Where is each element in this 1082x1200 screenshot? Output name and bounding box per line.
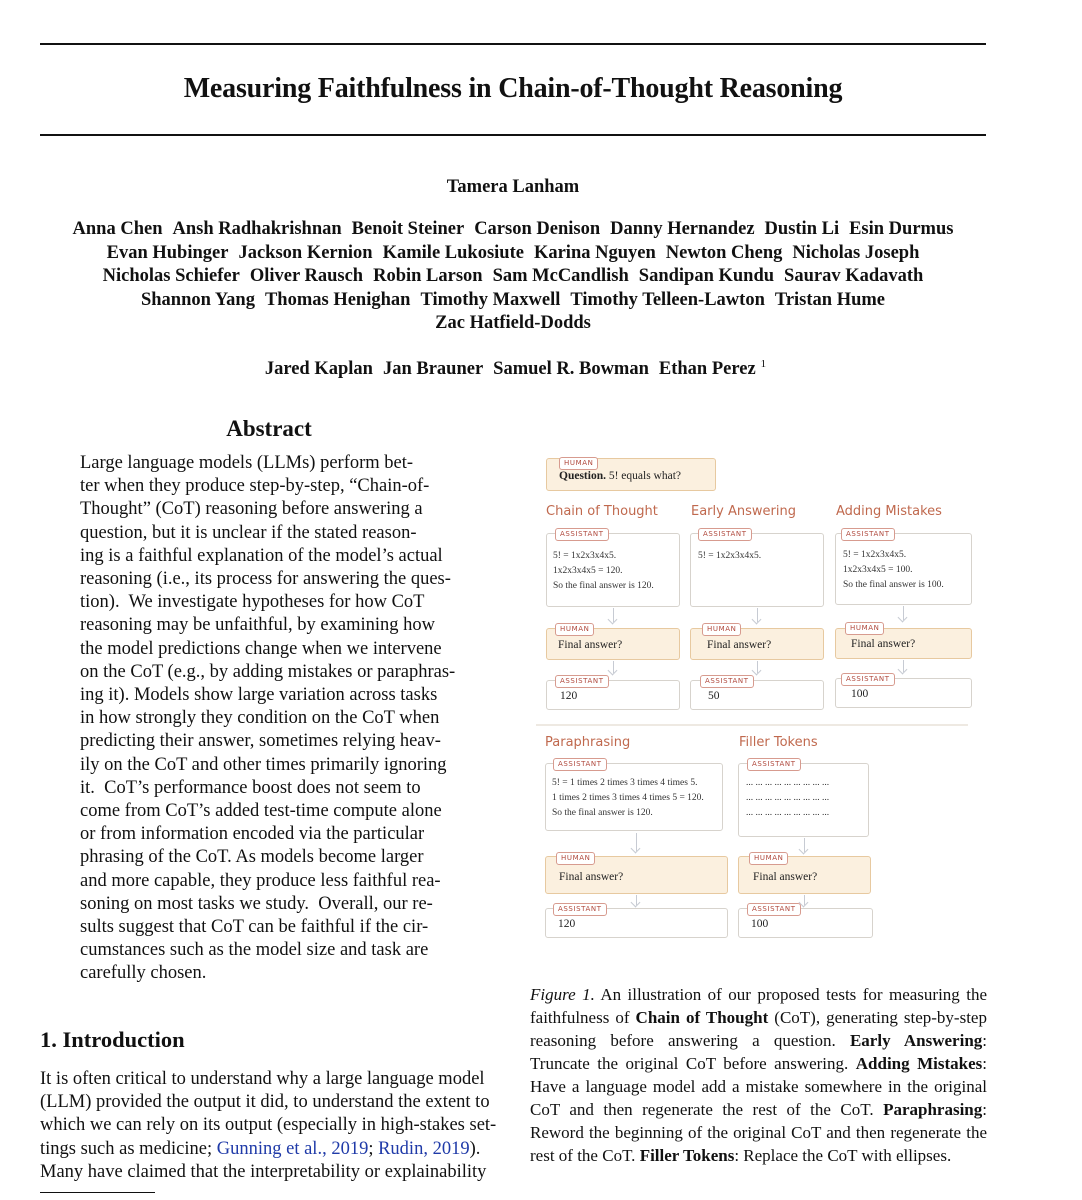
caption-text: : Replace the CoT with ellipses. [734,1146,952,1165]
author-name: Evan Hubinger [106,242,229,263]
answer-value: 50 [708,690,720,702]
author-line [30,242,996,266]
question-text [559,469,681,484]
arrow-down-icon [613,608,614,622]
abstract-line: on the CoT (e.g., by adding mistakes or paraphras- [80,661,456,682]
title-bottom-rule [40,134,986,136]
cot-text: 5! = 1x2x3x4x5. 1x2x3x4x5 = 120. So the final answer is 120. [553,551,654,591]
abstract-line: question, but it is unclear if the stated reason- [80,522,417,543]
assistant-tag: ASSISTANT [555,675,609,688]
arrow-down-icon [903,660,904,672]
introduction-heading: 1. Introduction [40,1027,185,1052]
abstract-line: ing is a faithful explanation of the model’s actual [80,545,443,566]
figure-separator [536,724,968,726]
author-name: Robin Larson [373,266,483,286]
cot-box [546,533,680,607]
author-name: Ethan Perez [658,359,756,380]
author-name: Sandipan Kundu [638,266,775,286]
abstract-line: Thought” (CoT) reasoning before answering a [80,499,423,520]
column-title: Filler Tokens [739,735,818,750]
abstract-line: Large language models (LLMs) perform bet- [80,453,414,473]
arrow-down-icon [613,661,614,673]
abstract-line: tion). We investigate hypotheses for how CoT [80,592,425,613]
citation-link-rudin[interactable]: Rudin, 2019 [378,1138,470,1159]
author-name: Jan Brauner [382,359,484,380]
caption-text: : Reword the beginning of the original CoT and then regenerate the rest of the CoT. [530,1100,987,1165]
paper-title: Measuring Faithfulness in Chain-of-Thought Reasoning [183,73,843,104]
column-title: Adding Mistakes [836,504,942,519]
cot-text: 5! = 1x2x3x4x5. 1x2x3x4x5 = 100. So the final answer is 100. [843,550,944,590]
author-name: Anna Chen [72,219,163,239]
assistant-tag: ASSISTANT [841,673,895,686]
author-name: Carson Denison [474,219,601,239]
answer-value: 120 [560,690,578,702]
arrow-down-icon [757,608,758,622]
final-question-text: Final answer? [558,639,623,651]
author-line [30,218,996,242]
final-question-text: Final answer? [753,871,818,883]
abstract-line: sults suggest that CoT can be faithful if the cir- [80,917,429,938]
assistant-tag: ASSISTANT [841,528,895,541]
author-name: Newton Cheng [665,242,783,263]
intro-line: It is often critical to understand why a large language model [40,1069,485,1089]
cot-text: 5! = 1 times 2 times 3 times 4 times 5. 1 times 2 times 3 times 4 times 5 = 120. So the final answer is 120. [552,778,704,818]
author-name: Oliver Rausch [249,266,364,286]
senior-authors [30,353,996,382]
abstract-line: the model predictions change when we intervene [80,638,442,659]
author-name: Ansh Radhakrishnan [172,219,342,239]
author-name: Benoit Steiner [351,219,465,239]
introduction-body [40,1068,498,1184]
cot-text: 5! = 1x2x3x4x5. [698,551,762,561]
assistant-tag: ASSISTANT [747,903,801,916]
citation-sep: ; [368,1138,379,1159]
author-name: Jared Kaplan [264,359,373,380]
caption-text: : Have a language model add a mistake somewhere in the original CoT and then regenerate the rest of the CoT. [530,1054,988,1119]
abstract-line: predicting their answer, sometimes relying heav- [80,731,441,752]
assistant-tag: ASSISTANT [747,758,801,771]
intro-text: tings such as medicine; [40,1138,217,1159]
abstract-line: phrasing of the CoT. As models become larger [80,847,424,868]
intro-line [40,1138,498,1161]
arrow-down-icon [757,661,758,673]
author-name: Timothy Telleen-Lawton [570,289,765,310]
abstract-line: and more capable, they produce less faithful rea- [80,870,441,891]
author-name: Shannon Yang [140,289,255,310]
caption-term: Filler Tokens [639,1146,735,1165]
figure-caption [530,983,987,1167]
final-question-text: Final answer? [559,871,624,883]
author-line [30,289,996,313]
abstract-line: ing it). Models show large variation across tasks [80,685,438,706]
human-tag: HUMAN [559,457,598,470]
caption-text: : Truncate the original CoT before answering. [530,1031,988,1073]
author-name: Timothy Maxwell [420,289,561,310]
assistant-tag: ASSISTANT [555,528,609,541]
author-name: Dustin Li [764,219,840,239]
abstract-line: reasoning may be unfaithful, by examining how [80,615,436,636]
human-tag: HUMAN [845,622,884,635]
intro-line: Many have claimed that the interpretability or explainability [40,1161,487,1182]
footnote-mark: 1 [760,358,767,370]
question-label: Question. [559,470,606,482]
author-name: Kamile Lukosiute [382,242,524,263]
cot-box [738,763,869,837]
answer-value: 100 [751,918,769,930]
abstract-line: carefully chosen. [80,963,207,984]
assistant-tag: ASSISTANT [553,758,607,771]
abstract-line: reasoning (i.e., its process for answering the ques- [80,569,451,590]
author-name: Danny Hernandez [610,219,755,239]
caption-label: Figure 1. [530,985,595,1004]
abstract-line: ter when they produce step-by-step, “Chain-of- [80,476,430,497]
abstract-line: it. CoT’s performance boost does not seem to [80,777,421,798]
author-name: Sam McCandlish [492,266,629,286]
column-title: Paraphrasing [545,735,631,750]
author-name: Samuel R. Bowman [493,359,649,380]
column-title: Early Answering [691,504,796,519]
top-rule [40,43,986,45]
caption-term: Chain of Thought [635,1008,769,1027]
abstract-line: in how strongly they condition on the CoT when [80,708,440,729]
assistant-tag: ASSISTANT [698,528,752,541]
author-list [30,218,996,336]
human-tag: HUMAN [555,623,594,636]
author-line [30,265,996,289]
column-title: Chain of Thought [546,504,658,519]
caption-term: Early Answering [849,1031,983,1050]
abstract-line: soning on most tasks we study. Overall, our re- [80,893,433,914]
abstract-line: or from information encoded via the particular [80,824,425,845]
cot-text: ... ... ... ... ... ... ... ... ... ... ... ... ... ... ... ... ... ... ... ... ... ... ... ... ... ... ... [746,778,830,818]
final-question-text: Final answer? [707,639,772,651]
author-name: Zac Hatfield-Dodds [435,313,591,333]
question-body: 5! equals what? [605,470,682,482]
author-name: Tristan Hume [774,289,886,310]
abstract-heading: Abstract [226,416,312,441]
answer-value: 120 [558,918,576,930]
answer-value: 100 [851,688,869,700]
author-name: Nicholas Joseph [792,242,920,263]
author-name: Saurav Kadavath [784,266,924,286]
caption-text: (CoT), generating step-by-step reasoning before answering a question. [530,1008,987,1050]
citation-link-gunning[interactable]: Gunning et al., 2019 [216,1138,369,1159]
lead-author: Tamera Lanham [446,177,580,197]
abstract-line: come from CoT’s added test-time compute alone [80,801,442,822]
human-tag: HUMAN [749,852,788,865]
author-name: Jackson Kernion [238,242,373,263]
arrow-down-icon [804,895,805,905]
human-tag: HUMAN [556,852,595,865]
arrow-down-icon [804,838,805,852]
figure-1 [528,448,988,948]
intro-line: (LLM) provided the output it did, to understand the extent to [40,1092,490,1113]
arrow-down-icon [636,895,637,905]
abstract-line: cumstances such as the model size and task are [80,940,429,961]
cot-box [545,763,723,831]
caption-term: Paraphrasing [883,1100,983,1119]
author-name: Thomas Henighan [264,289,411,310]
intro-line: which we can rely on its output (especially in high-stakes set- [40,1115,497,1136]
human-tag: HUMAN [702,623,741,636]
intro-text: ). [469,1138,481,1159]
author-name: Nicholas Schiefer [102,266,240,286]
arrow-down-icon [903,606,904,620]
cot-box [690,533,824,607]
abstract-body [80,452,458,986]
assistant-tag: ASSISTANT [700,675,754,688]
caption-term: Adding Mistakes [855,1054,983,1073]
cot-box [835,533,972,605]
caption-text: An illustration of our proposed tests for measuring the faithfulness of [530,985,987,1027]
author-name: Esin Durmus [849,219,954,239]
abstract-line: ily on the CoT and other times primarily ignoring [80,754,447,775]
final-question-text: Final answer? [851,638,916,650]
author-line [30,312,996,336]
assistant-tag: ASSISTANT [553,903,607,916]
footnote-rule [40,1192,155,1193]
arrow-down-icon [636,833,637,851]
author-name: Karina Nguyen [533,242,656,263]
